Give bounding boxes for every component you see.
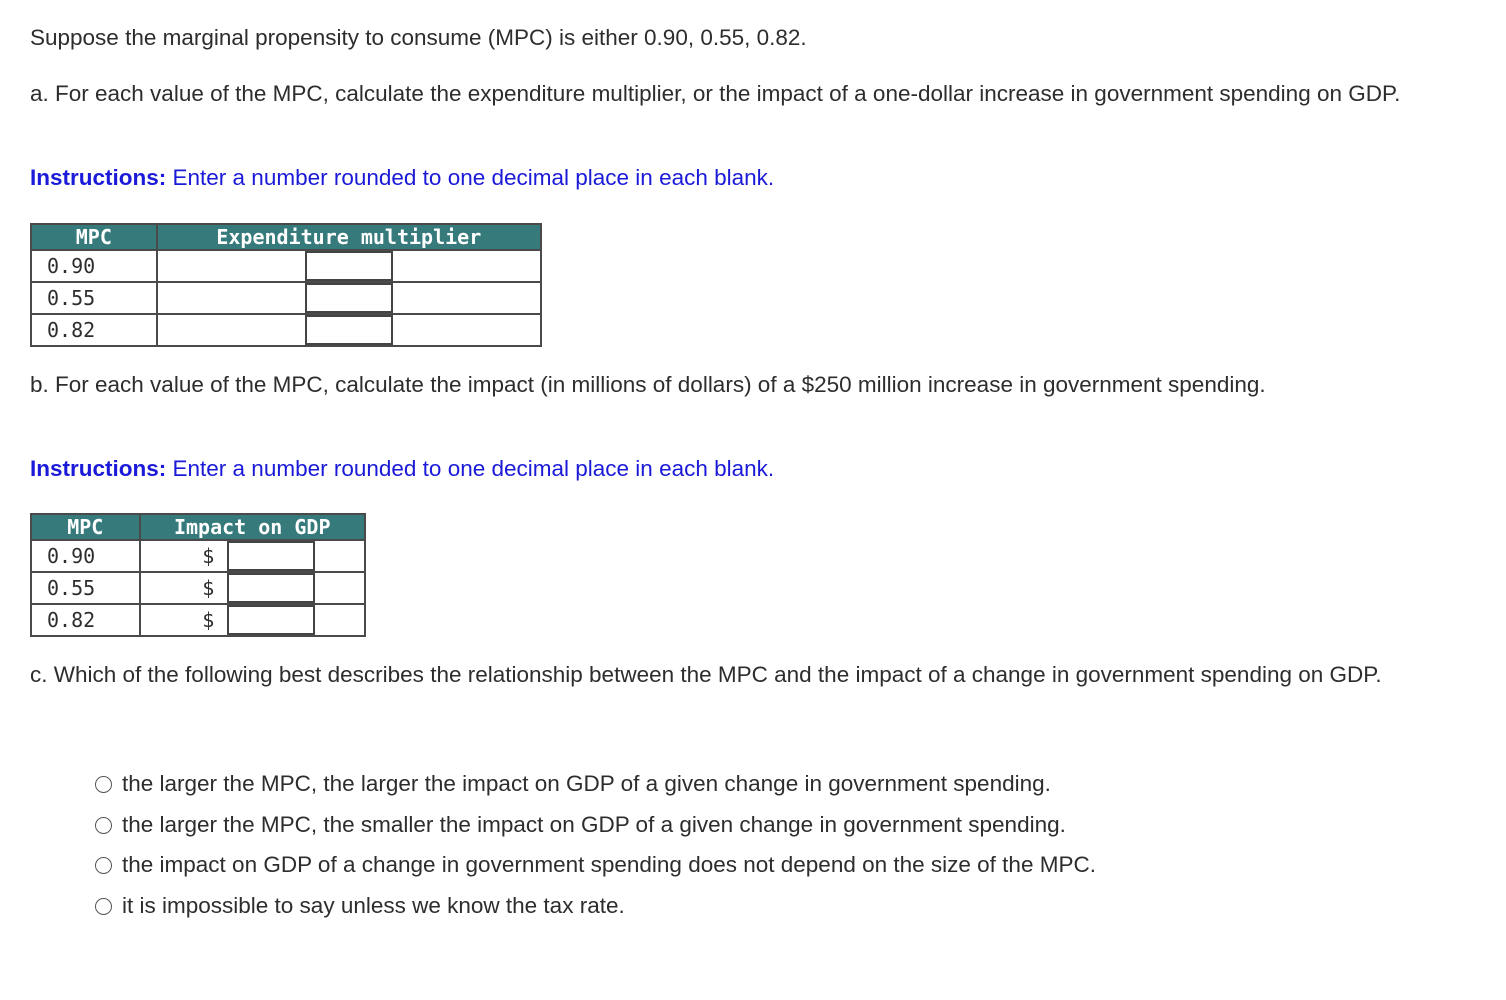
mpc-value: 0.82	[31, 604, 140, 636]
impact-input[interactable]	[227, 605, 315, 635]
mpc-value: 0.55	[31, 572, 140, 604]
option-smaller-impact[interactable]	[95, 810, 1066, 840]
option-label: the impact on GDP of a change in government spending does not depend on the size of the MPC.	[122, 852, 1096, 877]
impact-input[interactable]	[227, 573, 315, 603]
option-no-dependence[interactable]	[95, 850, 1096, 880]
col-header-mpc: MPC	[31, 224, 157, 250]
impact-table	[30, 513, 366, 637]
radio-button[interactable]	[95, 817, 112, 834]
impact-cell	[140, 604, 366, 636]
table-row	[31, 282, 541, 314]
multiplier-input[interactable]	[305, 251, 393, 281]
col-header-multiplier: Expenditure multiplier	[157, 224, 541, 250]
part-b-question: b. For each value of the MPC, calculate the impact (in millions of dollars) of a $250 million increase in government spending.	[30, 372, 1266, 397]
option-label: it is impossible to say unless we know the tax rate.	[122, 893, 625, 918]
part-a-instructions	[30, 164, 774, 192]
table-row	[31, 250, 541, 282]
table-row	[31, 314, 541, 346]
instructions-label: Instructions:	[30, 165, 167, 190]
impact-cell	[140, 572, 366, 604]
dollar-sign: $	[202, 607, 215, 632]
instructions-label: Instructions:	[30, 456, 167, 481]
multiplier-input[interactable]	[305, 315, 393, 345]
part-b-instructions	[30, 455, 774, 483]
instructions-text: Enter a number rounded to one decimal place in each blank.	[166, 456, 775, 481]
multiplier-cell	[157, 250, 541, 282]
mpc-value: 0.55	[31, 282, 157, 314]
instructions-text: Enter a number rounded to one decimal place in each blank.	[166, 165, 775, 190]
option-label: the larger the MPC, the smaller the impact on GDP of a given change in government spending.	[122, 812, 1066, 837]
dollar-sign: $	[202, 543, 215, 568]
table-header-row	[31, 224, 541, 250]
table-row	[31, 604, 365, 636]
multiplier-input[interactable]	[305, 283, 393, 313]
table-row	[31, 540, 365, 572]
mpc-value: 0.90	[31, 250, 157, 282]
mpc-value: 0.90	[31, 540, 140, 572]
option-tax-rate[interactable]	[95, 891, 625, 921]
table-header-row	[31, 514, 365, 540]
multiplier-cell	[157, 314, 541, 346]
multiplier-cell	[157, 282, 541, 314]
radio-button[interactable]	[95, 898, 112, 915]
mpc-value: 0.82	[31, 314, 157, 346]
option-label: the larger the MPC, the larger the impact on GDP of a given change in government spending.	[122, 771, 1051, 796]
impact-input[interactable]	[227, 541, 315, 571]
dollar-sign: $	[202, 575, 215, 600]
part-a-question: a. For each value of the MPC, calculate the expenditure multiplier, or the impact of a one-dollar increase in government spending on GDP.	[30, 81, 1401, 106]
radio-button[interactable]	[95, 857, 112, 874]
col-header-mpc: MPC	[31, 514, 140, 540]
col-header-impact: Impact on GDP	[140, 514, 366, 540]
radio-button[interactable]	[95, 776, 112, 793]
intro-text: Suppose the marginal propensity to consume (MPC) is either 0.90, 0.55, 0.82.	[30, 25, 807, 50]
table-row	[31, 572, 365, 604]
impact-cell	[140, 540, 366, 572]
option-larger-impact[interactable]	[95, 769, 1051, 799]
multiplier-table	[30, 223, 542, 347]
part-c-question: c. Which of the following best describes the relationship between the MPC and the impact of a change in government spending on GDP.	[30, 662, 1382, 687]
